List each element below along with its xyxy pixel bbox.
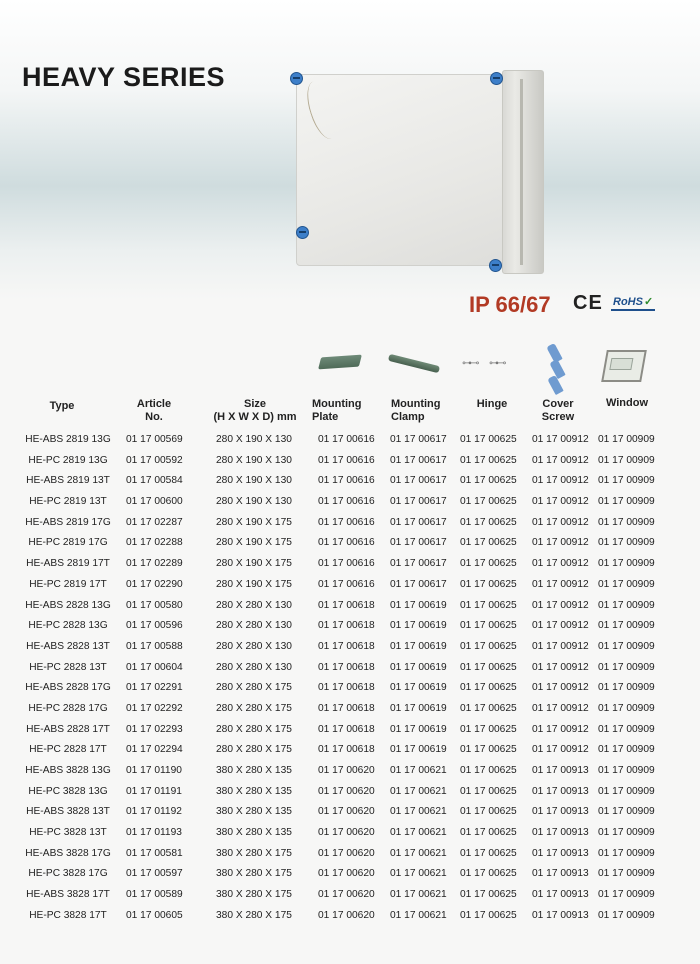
- cell-article: 01 17 00589: [126, 889, 183, 901]
- cell-type: HE-ABS 2819 13T: [26, 475, 110, 487]
- cell-article: 01 17 01191: [126, 785, 182, 797]
- cell-cover-screw: 01 17 00913: [532, 847, 589, 859]
- cell-mounting-clamp: 01 17 00617: [390, 496, 447, 508]
- ip-rating: IP 66/67: [469, 292, 551, 317]
- cell-article: 01 17 02291: [126, 682, 183, 694]
- cell-mounting-plate: 01 17 00620: [318, 827, 375, 839]
- col-size: Size (H X W X D) mm: [213, 398, 297, 423]
- cell-type: HE-PC 3828 13T: [29, 827, 107, 839]
- cell-size: 280 X 280 X 175: [216, 723, 292, 735]
- cell-size: 280 X 190 X 130: [216, 454, 292, 466]
- cell-hinge: 01 17 00625: [460, 909, 517, 921]
- table-row: [0, 432, 700, 453]
- cell-hinge: 01 17 00625: [460, 640, 517, 652]
- cell-size: 380 X 280 X 175: [216, 889, 292, 901]
- cell-type: HE-ABS 2828 17G: [25, 682, 111, 694]
- cell-mounting-clamp: 01 17 00617: [390, 434, 447, 445]
- table-row: [0, 660, 700, 681]
- cell-hinge: 01 17 00625: [460, 558, 517, 570]
- cell-article: 01 17 02290: [126, 578, 183, 590]
- cell-cover-screw: 01 17 00913: [532, 785, 589, 797]
- cell-mounting-clamp: 01 17 00619: [390, 702, 447, 714]
- cover-screw-icon: [547, 375, 563, 395]
- cell-mounting-clamp: 01 17 00621: [390, 889, 447, 901]
- cell-hinge: 01 17 00625: [460, 578, 517, 590]
- cell-type: HE-PC 2828 13T: [29, 661, 107, 673]
- cell-type: HE-PC 2828 13G: [28, 620, 108, 632]
- table-row: [0, 598, 700, 619]
- cell-mounting-plate: 01 17 00620: [318, 868, 375, 880]
- cell-size: 380 X 280 X 175: [216, 909, 292, 921]
- cell-cover-screw: 01 17 00912: [532, 620, 589, 632]
- table-row: [0, 473, 700, 494]
- cell-size: 380 X 280 X 135: [216, 806, 292, 818]
- cell-hinge: 01 17 00625: [460, 827, 517, 839]
- cell-hinge: 01 17 00625: [460, 785, 517, 797]
- cell-size: 280 X 190 X 130: [216, 434, 292, 445]
- cell-article: 01 17 01192: [126, 806, 182, 818]
- cell-type: HE-ABS 2828 17T: [26, 723, 110, 735]
- cell-mounting-clamp: 01 17 00619: [390, 599, 447, 611]
- cell-hinge: 01 17 00625: [460, 847, 517, 859]
- cell-window: 01 17 00909: [598, 640, 655, 652]
- cell-mounting-plate: 01 17 00618: [318, 620, 375, 632]
- cell-article: 01 17 02293: [126, 723, 183, 735]
- hinge-icon: ⊶⊸: [462, 358, 479, 369]
- cover-screw-icon: [490, 72, 503, 85]
- cell-hinge: 01 17 00625: [460, 537, 517, 549]
- cell-mounting-plate: 01 17 00620: [318, 847, 375, 859]
- cell-mounting-plate: 01 17 00616: [318, 537, 375, 549]
- cell-size: 280 X 190 X 175: [216, 537, 292, 549]
- cell-size: 280 X 280 X 175: [216, 744, 292, 756]
- cell-type: HE-ABS 2828 13T: [26, 640, 110, 652]
- cell-mounting-plate: 01 17 00618: [318, 723, 375, 735]
- cell-article: 01 17 00580: [126, 599, 183, 611]
- cell-article: 01 17 00569: [126, 434, 183, 445]
- table-row: [0, 742, 700, 763]
- cell-mounting-clamp: 01 17 00621: [390, 909, 447, 921]
- window-icon: [601, 350, 647, 382]
- cell-cover-screw: 01 17 00913: [532, 909, 589, 921]
- cell-mounting-clamp: 01 17 00617: [390, 475, 447, 487]
- cell-hinge: 01 17 00625: [460, 806, 517, 818]
- table-row: [0, 577, 700, 598]
- cell-mounting-clamp: 01 17 00621: [390, 785, 447, 797]
- ce-mark: CE: [573, 292, 603, 314]
- cell-cover-screw: 01 17 00912: [532, 744, 589, 756]
- cell-mounting-plate: 01 17 00620: [318, 806, 375, 818]
- cell-cover-screw: 01 17 00912: [532, 496, 589, 508]
- cell-mounting-plate: 01 17 00616: [318, 578, 375, 590]
- cell-cover-screw: 01 17 00912: [532, 599, 589, 611]
- cell-type: HE-PC 2828 17T: [29, 744, 107, 756]
- cell-mounting-clamp: 01 17 00619: [390, 723, 447, 735]
- cell-mounting-clamp: 01 17 00621: [390, 765, 447, 776]
- cell-size: 280 X 280 X 175: [216, 682, 292, 694]
- cell-article: 01 17 00584: [126, 475, 183, 487]
- cell-mounting-clamp: 01 17 00619: [390, 661, 447, 673]
- cell-size: 280 X 190 X 130: [216, 496, 292, 508]
- hinge-icon: ⊶⊸: [489, 358, 506, 369]
- cell-mounting-clamp: 01 17 00621: [390, 827, 447, 839]
- cell-type: HE-ABS 3828 13G: [25, 765, 111, 776]
- cell-size: 280 X 280 X 130: [216, 640, 292, 652]
- cell-mounting-plate: 01 17 00616: [318, 434, 375, 445]
- mounting-plate-icon: [318, 355, 362, 370]
- product-table: [0, 432, 700, 929]
- cell-cover-screw: 01 17 00912: [532, 661, 589, 673]
- cell-hinge: 01 17 00625: [460, 475, 517, 487]
- cell-type: HE-PC 3828 17T: [29, 909, 107, 921]
- cell-mounting-plate: 01 17 00616: [318, 475, 375, 487]
- col-cover-screw: Cover Screw: [541, 398, 575, 423]
- cell-size: 380 X 280 X 175: [216, 847, 292, 859]
- table-row: [0, 825, 700, 846]
- cell-mounting-clamp: 01 17 00617: [390, 558, 447, 570]
- cell-type: HE-PC 2819 13T: [29, 496, 107, 508]
- cell-type: HE-PC 2828 17G: [28, 702, 108, 714]
- cell-mounting-clamp: 01 17 00619: [390, 640, 447, 652]
- table-row: [0, 680, 700, 701]
- cell-article: 01 17 00592: [126, 454, 183, 466]
- cell-mounting-plate: 01 17 00616: [318, 558, 375, 570]
- cell-size: 280 X 280 X 130: [216, 620, 292, 632]
- col-window: Window: [605, 397, 649, 409]
- cell-window: 01 17 00909: [598, 723, 655, 735]
- cell-mounting-plate: 01 17 00616: [318, 496, 375, 508]
- cell-hinge: 01 17 00625: [460, 599, 517, 611]
- cell-cover-screw: 01 17 00913: [532, 765, 589, 776]
- cell-window: 01 17 00909: [598, 620, 655, 632]
- cell-type: HE-ABS 3828 13T: [26, 806, 110, 818]
- cell-hinge: 01 17 00625: [460, 434, 517, 445]
- table-row: [0, 701, 700, 722]
- cell-mounting-plate: 01 17 00618: [318, 661, 375, 673]
- table-header: [0, 340, 700, 425]
- cell-article: 01 17 01193: [126, 827, 182, 839]
- table-row: [0, 784, 700, 805]
- cell-window: 01 17 00909: [598, 578, 655, 590]
- cell-size: 380 X 280 X 135: [216, 765, 292, 776]
- cell-mounting-plate: 01 17 00618: [318, 682, 375, 694]
- table-row: [0, 453, 700, 474]
- col-article: Article No.: [136, 398, 172, 423]
- cell-window: 01 17 00909: [598, 454, 655, 466]
- cell-cover-screw: 01 17 00912: [532, 702, 589, 714]
- cell-window: 01 17 00909: [598, 558, 655, 570]
- cell-mounting-clamp: 01 17 00619: [390, 682, 447, 694]
- table-row: [0, 804, 700, 825]
- table-row: [0, 639, 700, 660]
- cell-type: HE-ABS 3828 17G: [25, 847, 111, 859]
- cell-window: 01 17 00909: [598, 806, 655, 818]
- cell-size: 280 X 280 X 130: [216, 661, 292, 673]
- cell-window: 01 17 00909: [598, 744, 655, 756]
- table-row: [0, 763, 700, 784]
- cell-mounting-plate: 01 17 00618: [318, 640, 375, 652]
- cell-article: 01 17 01190: [126, 765, 182, 776]
- cell-article: 01 17 02288: [126, 537, 183, 549]
- cell-mounting-clamp: 01 17 00617: [390, 537, 447, 549]
- cell-article: 01 17 00581: [126, 847, 183, 859]
- cell-size: 280 X 190 X 130: [216, 475, 292, 487]
- table-row: [0, 494, 700, 515]
- cell-cover-screw: 01 17 00912: [532, 454, 589, 466]
- cell-size: 280 X 280 X 130: [216, 599, 292, 611]
- cell-cover-screw: 01 17 00912: [532, 682, 589, 694]
- col-hinge: Hinge: [476, 398, 508, 410]
- col-type: Type: [49, 400, 75, 412]
- cell-mounting-plate: 01 17 00618: [318, 702, 375, 714]
- cell-mounting-clamp: 01 17 00617: [390, 516, 447, 528]
- cell-hinge: 01 17 00625: [460, 682, 517, 694]
- cell-hinge: 01 17 00625: [460, 496, 517, 508]
- cell-mounting-clamp: 01 17 00619: [390, 744, 447, 756]
- cell-cover-screw: 01 17 00913: [532, 806, 589, 818]
- table-row: [0, 515, 700, 536]
- table-row: [0, 846, 700, 867]
- cell-hinge: 01 17 00625: [460, 765, 517, 776]
- cell-window: 01 17 00909: [598, 765, 655, 776]
- cell-mounting-clamp: 01 17 00621: [390, 806, 447, 818]
- cell-type: HE-ABS 2819 17G: [25, 516, 111, 528]
- cell-size: 380 X 280 X 135: [216, 827, 292, 839]
- cell-hinge: 01 17 00625: [460, 723, 517, 735]
- cover-screw-icon: [296, 226, 309, 239]
- cell-type: HE-PC 2819 13G: [28, 454, 108, 466]
- cell-cover-screw: 01 17 00912: [532, 578, 589, 590]
- col-mounting-plate: Mounting Plate: [312, 398, 362, 423]
- cell-window: 01 17 00909: [598, 827, 655, 839]
- cell-mounting-plate: 01 17 00618: [318, 744, 375, 756]
- table-row: [0, 887, 700, 908]
- cell-window: 01 17 00909: [598, 496, 655, 508]
- cell-mounting-plate: 01 17 00620: [318, 765, 375, 776]
- cell-size: 280 X 190 X 175: [216, 578, 292, 590]
- cell-mounting-plate: 01 17 00620: [318, 909, 375, 921]
- cell-cover-screw: 01 17 00912: [532, 558, 589, 570]
- cell-hinge: 01 17 00625: [460, 661, 517, 673]
- cell-type: HE-ABS 2819 17T: [26, 558, 110, 570]
- cell-window: 01 17 00909: [598, 434, 655, 445]
- cell-mounting-clamp: 01 17 00619: [390, 620, 447, 632]
- cell-window: 01 17 00909: [598, 475, 655, 487]
- cover-screw-icon: [290, 72, 303, 85]
- cell-size: 380 X 280 X 135: [216, 785, 292, 797]
- cell-article: 01 17 00604: [126, 661, 183, 673]
- cell-type: HE-PC 2819 17T: [29, 578, 107, 590]
- cell-cover-screw: 01 17 00912: [532, 475, 589, 487]
- cell-type: HE-PC 3828 13G: [28, 785, 108, 797]
- cell-window: 01 17 00909: [598, 868, 655, 880]
- cell-article: 01 17 02287: [126, 516, 183, 528]
- cell-type: HE-PC 2819 17G: [28, 537, 108, 549]
- cell-type: HE-PC 3828 17G: [28, 868, 108, 880]
- cell-type: HE-ABS 2828 13G: [25, 599, 111, 611]
- cell-hinge: 01 17 00625: [460, 620, 517, 632]
- cell-window: 01 17 00909: [598, 889, 655, 901]
- cell-window: 01 17 00909: [598, 702, 655, 714]
- cell-size: 280 X 280 X 175: [216, 702, 292, 714]
- cell-article: 01 17 02294: [126, 744, 183, 756]
- page-title: HEAVY SERIES: [22, 62, 226, 92]
- cell-article: 01 17 00600: [126, 496, 183, 508]
- cell-article: 01 17 00597: [126, 868, 183, 880]
- cell-mounting-plate: 01 17 00616: [318, 454, 375, 466]
- cell-hinge: 01 17 00625: [460, 516, 517, 528]
- cell-mounting-clamp: 01 17 00617: [390, 454, 447, 466]
- cell-size: 280 X 190 X 175: [216, 558, 292, 570]
- cell-window: 01 17 00909: [598, 682, 655, 694]
- cell-cover-screw: 01 17 00912: [532, 516, 589, 528]
- cell-hinge: 01 17 00625: [460, 889, 517, 901]
- table-row: [0, 722, 700, 743]
- cell-window: 01 17 00909: [598, 909, 655, 921]
- cell-mounting-clamp: 01 17 00617: [390, 578, 447, 590]
- table-row: [0, 556, 700, 577]
- cell-size: 380 X 280 X 175: [216, 868, 292, 880]
- cell-window: 01 17 00909: [598, 661, 655, 673]
- col-mounting-clamp: Mounting Clamp: [391, 398, 441, 423]
- mounting-clamp-icon: [388, 354, 440, 373]
- cell-article: 01 17 02292: [126, 702, 183, 714]
- cell-hinge: 01 17 00625: [460, 868, 517, 880]
- cell-hinge: 01 17 00625: [460, 454, 517, 466]
- cell-window: 01 17 00909: [598, 516, 655, 528]
- cell-size: 280 X 190 X 175: [216, 516, 292, 528]
- cell-article: 01 17 02289: [126, 558, 183, 570]
- cell-mounting-plate: 01 17 00618: [318, 599, 375, 611]
- cell-hinge: 01 17 00625: [460, 702, 517, 714]
- cell-cover-screw: 01 17 00913: [532, 868, 589, 880]
- cell-window: 01 17 00909: [598, 847, 655, 859]
- cell-cover-screw: 01 17 00912: [532, 723, 589, 735]
- cell-cover-screw: 01 17 00913: [532, 889, 589, 901]
- cell-cover-screw: 01 17 00913: [532, 827, 589, 839]
- enclosure-side-hinge: [502, 70, 544, 274]
- cell-mounting-plate: 01 17 00620: [318, 889, 375, 901]
- cell-mounting-clamp: 01 17 00621: [390, 847, 447, 859]
- cell-mounting-clamp: 01 17 00621: [390, 868, 447, 880]
- cell-article: 01 17 00588: [126, 640, 183, 652]
- cell-cover-screw: 01 17 00912: [532, 640, 589, 652]
- cover-screw-icon: [489, 259, 502, 272]
- cell-window: 01 17 00909: [598, 599, 655, 611]
- table-row: [0, 535, 700, 556]
- enclosure-product-image: [296, 70, 550, 275]
- cell-type: HE-ABS 2819 13G: [25, 434, 111, 445]
- cell-mounting-plate: 01 17 00620: [318, 785, 375, 797]
- cell-hinge: 01 17 00625: [460, 744, 517, 756]
- cell-window: 01 17 00909: [598, 785, 655, 797]
- cell-article: 01 17 00596: [126, 620, 183, 632]
- cell-type: HE-ABS 3828 17T: [26, 889, 110, 901]
- cell-mounting-plate: 01 17 00616: [318, 516, 375, 528]
- cell-article: 01 17 00605: [126, 909, 183, 921]
- rohs-logo: RoHS ✓: [611, 296, 655, 311]
- cell-cover-screw: 01 17 00912: [532, 537, 589, 549]
- table-row: [0, 908, 700, 929]
- table-row: [0, 866, 700, 887]
- cell-cover-screw: 01 17 00912: [532, 434, 589, 445]
- table-row: [0, 618, 700, 639]
- cell-window: 01 17 00909: [598, 537, 655, 549]
